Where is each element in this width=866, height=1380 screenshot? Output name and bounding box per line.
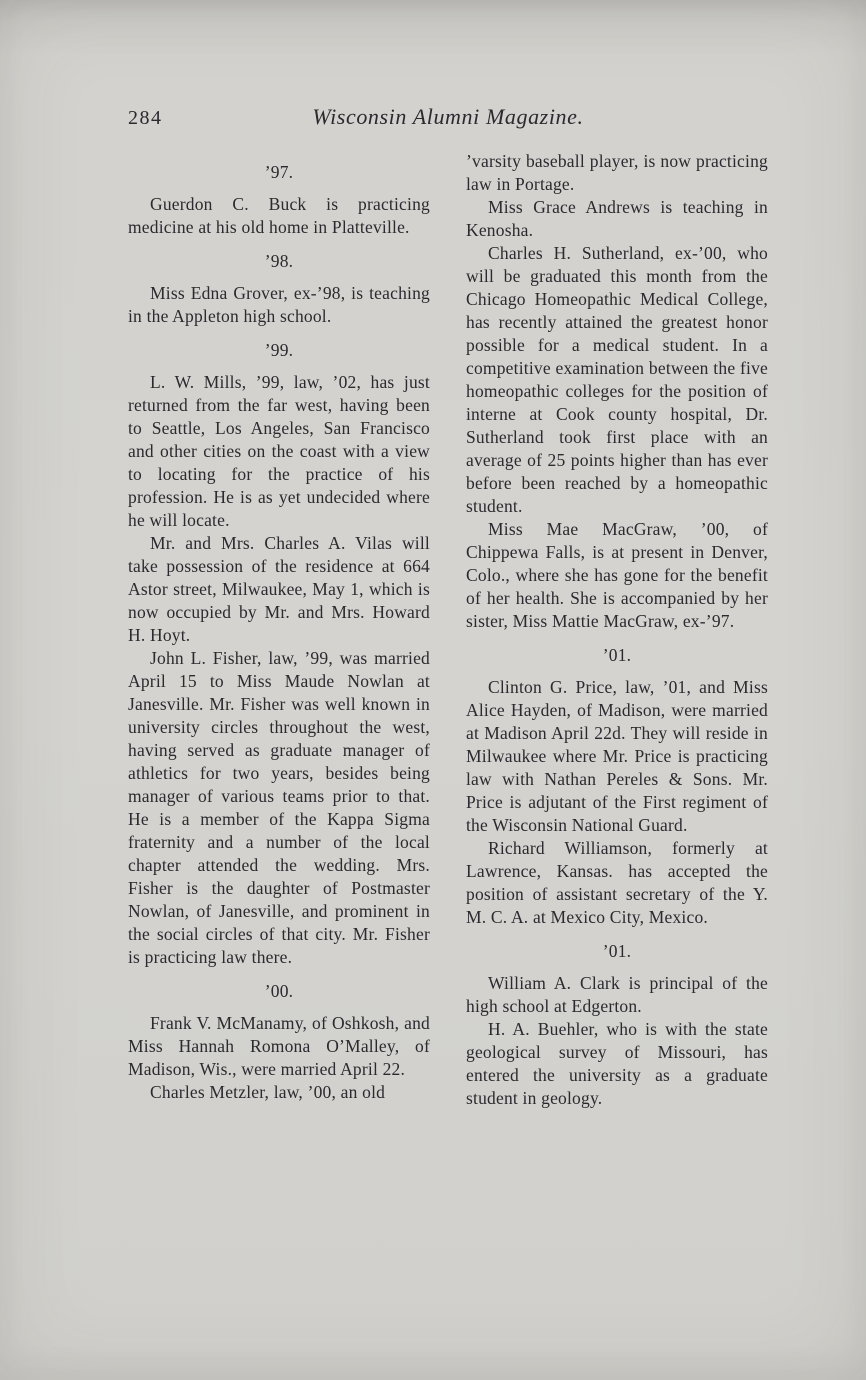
left-column <box>128 150 430 1110</box>
page-number: 284 <box>128 107 163 129</box>
paragraph: John L. Fisher, law, ’99, was married April 15 to Miss Maude Nowlan at Janesville. Mr. Fisher was well known in university circles throughout the west, having served as graduate manager of athletics for two years, besides being manager of various teams prior to that. He is a member of the Kappa Sigma fraternity and a number of the local chapter attended the wedding. Mrs. Fisher is the daughter of Postmaster Nowlan, of Janesville, and prominent in the social circles of that city. Mr. Fisher is practicing law there. <box>128 648 430 967</box>
paragraph: William A. Clark is principal of the high school at Edgerton. <box>466 973 768 1016</box>
paragraph: Richard Williamson, formerly at Lawrence, Kansas. has accepted the position of assistant secretary of the Y. M. C. A. at Mexico City, Mexico. <box>466 838 768 927</box>
paragraph: Clinton G. Price, law, ’01, and Miss Alice Hayden, of Madison, were married at Madison April 22d. They will reside in Milwaukee where Mr. Price is practicing law with Nathan Pereles & Sons. Mr. Price is adjutant of the First regiment of the Wisconsin National Guard. <box>466 677 768 835</box>
paragraph: Charles H. Sutherland, ex-’00, who will be graduated this month from the Chicago Homeopathic Medical College, has recently attained the greatest honor possible for a medical student. In a competitive examination between the five homeopathic colleges for the position of interne at Cook county hospital, Dr. Sutherland took first place with an average of 25 points higher than has ever before been reached by a homeopathic student. <box>466 243 768 516</box>
class-year-heading-99: ’99. <box>264 340 294 360</box>
right-column <box>466 150 768 1110</box>
paragraph: Miss Mae MacGraw, ’00, of Chippewa Falls, is at present in Denver, Colo., where she has gone for the benefit of her health. She is accompanied by her sister, Miss Mattie MacGraw, ex-’97. <box>466 519 768 631</box>
paragraph: Miss Edna Grover, ex-’98, is teaching in the Appleton high school. <box>128 283 430 326</box>
page-header <box>128 104 768 130</box>
magazine-title: Wisconsin Alumni Magazine. <box>312 104 584 129</box>
class-year-heading-01b: ’01. <box>602 941 632 961</box>
class-year-heading-00: ’00. <box>264 981 294 1001</box>
paragraph: Guerdon C. Buck is practicing medicine at his old home in Platteville. <box>128 194 430 237</box>
text-columns <box>128 150 768 1110</box>
paragraph-continued: ’varsity baseball player, is now practicing law in Portage. <box>466 151 768 194</box>
paragraph: H. A. Buehler, who is with the state geological survey of Missouri, has entered the university as a graduate student in geology. <box>466 1019 768 1108</box>
paragraph: Frank V. McManamy, of Oshkosh, and Miss Hannah Romona O’Malley, of Madison, Wis., were married April 22. <box>128 1013 430 1079</box>
class-year-heading-01: ’01. <box>602 645 632 665</box>
class-year-heading-97: ’97. <box>264 162 294 182</box>
paragraph: Mr. and Mrs. Charles A. Vilas will take possession of the residence at 664 Astor street, Milwaukee, May 1, which is now occupied by Mr. and Mrs. Howard H. Hoyt. <box>128 533 430 645</box>
class-year-heading-98: ’98. <box>264 251 294 271</box>
paragraph: Charles Metzler, law, ’00, an old <box>150 1082 386 1102</box>
paragraph: L. W. Mills, ’99, law, ’02, has just returned from the far west, having been to Seattle, Los Angeles, San Francisco and other cities on the coast with a view to locating for the practice of his profession. He is as yet undecided where he will locate. <box>128 372 430 530</box>
paragraph: Miss Grace Andrews is teaching in Kenosha. <box>466 197 768 240</box>
